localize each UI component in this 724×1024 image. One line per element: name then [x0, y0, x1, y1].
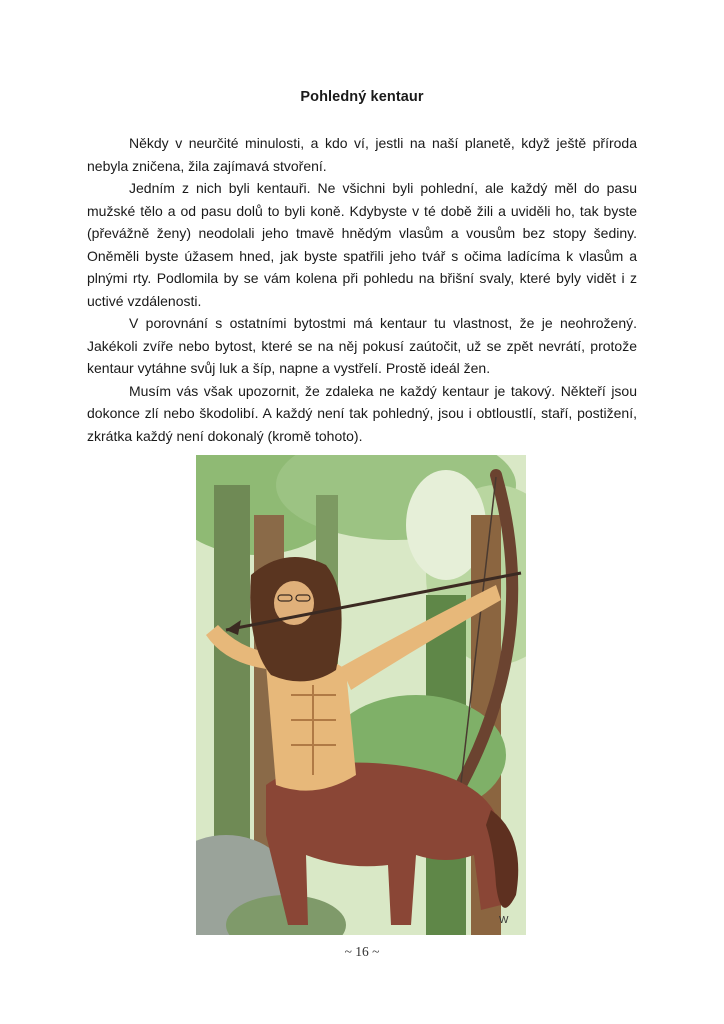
- page-title: Pohledný kentaur: [300, 89, 424, 105]
- centaur-illustration: [196, 455, 526, 935]
- paragraph: Jedním z nich byli kentauři. Ne všichni byli pohlední, ale každý měl do pasu mužské tělo a od pasu dolů to byli koně. Kdybyste v té době žili a uviděli ho, tak byste (převážně ženy) neodolali jeho tmavě hnědým vlasům a vousům bez stopy šediny. Oněměli byste úžasem hned, jak byste spatřili jeho tvář s očima ladícíma k vlasům a plnými rty. Podlomila by se vám kolena při pohledu na břišní svaly, které byly vidět i z uctivé vzdálenosti.: [87, 180, 637, 309]
- paragraph: Musím vás však upozornit, že zdaleka ne každý kentaur je takový. Někteří jsou dokonce zlí nebo škodolibí. A každý není tak pohledný, jsou i obtloustlí, staří, postižení, zkrátka každý není dokonalý (kromě tohoto).: [87, 382, 637, 444]
- body-text: [87, 132, 637, 447]
- paragraph: V porovnání s ostatními bytostmi má kentaur tu vlastnost, že je neohrožený. Jakékoli zvíře nebo bytost, které se na něj pokusí zaútočit, už se zpět nevrátí, protože kentaur vytáhne svůj luk a šíp, napne a vystřelí. Prostě ideál žen.: [87, 315, 637, 376]
- paragraph: Někdy v neurčité minulosti, a kdo ví, jestli na naší planetě, když ještě příroda nebyla zničena, žila zajímavá stvoření.: [87, 135, 637, 174]
- artist-signature: W: [499, 915, 509, 926]
- page-number: ~ 16 ~: [344, 944, 380, 959]
